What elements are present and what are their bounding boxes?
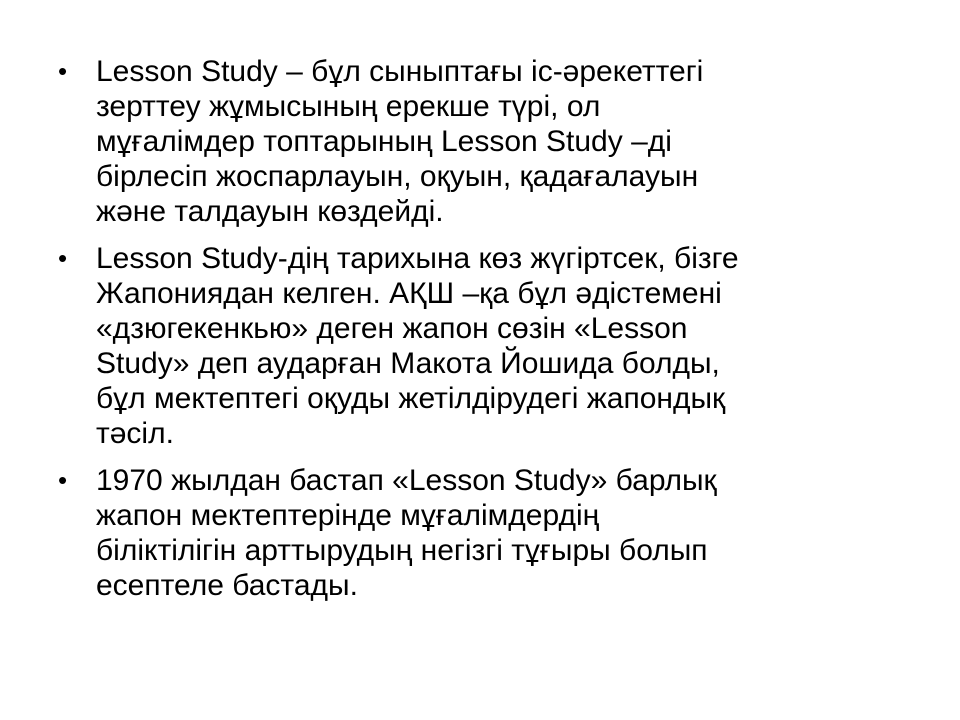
bullet-text-line: Lesson Study-дің тарихына көз жүгіртсек, бізге (96, 242, 739, 275)
list-item-lesson-study-1970 (54, 463, 884, 603)
list-item-lesson-study-definition (54, 54, 884, 229)
bullet-dot-icon: • (58, 56, 68, 86)
bullet-dot-icon: • (58, 465, 68, 495)
bullet-text-line: мұғалімдер топтарының Lesson Study –ді (96, 125, 672, 158)
list-item-lesson-study-history (54, 241, 884, 451)
bullet-text-line: тәсіл. (96, 417, 174, 450)
bullet-text-line: бұл мектептегі оқуды жетілдірудегі жапондық (96, 382, 726, 415)
bullet-text-line: біліктілігін арттырудың негізгі тұғыры болып (96, 534, 708, 567)
bullet-text-line: 1970 жылдан бастап «Lesson Study» барлық (96, 464, 717, 497)
bullet-text-line: Study» деп аударған Макота Йошида болды, (96, 347, 720, 380)
bullet-list (54, 54, 884, 615)
bullet-text-line: зерттеу жұмысының ерекше түрі, ол (96, 90, 601, 123)
bullet-text-line: бірлесіп жоспарлауын, оқуын, қадағалауын (96, 160, 699, 193)
bullet-dot-icon: • (58, 243, 68, 273)
bullet-text-line: есептеле бастады. (96, 569, 358, 602)
bullet-text-line: Lesson Study – бұл сыныптағы іс-әрекеттегі (96, 55, 704, 88)
bullet-text-line: және талдауын көздейді. (96, 195, 444, 228)
bullet-text-line: жапон мектептерінде мұғалімдердің (96, 499, 600, 532)
bullet-text-line: Жапониядан келген. АҚШ –қа бұл әдістемені (96, 277, 722, 310)
bullet-text-line: «дзюгекенкью» деген жапон сөзін «Lesson (96, 312, 688, 345)
